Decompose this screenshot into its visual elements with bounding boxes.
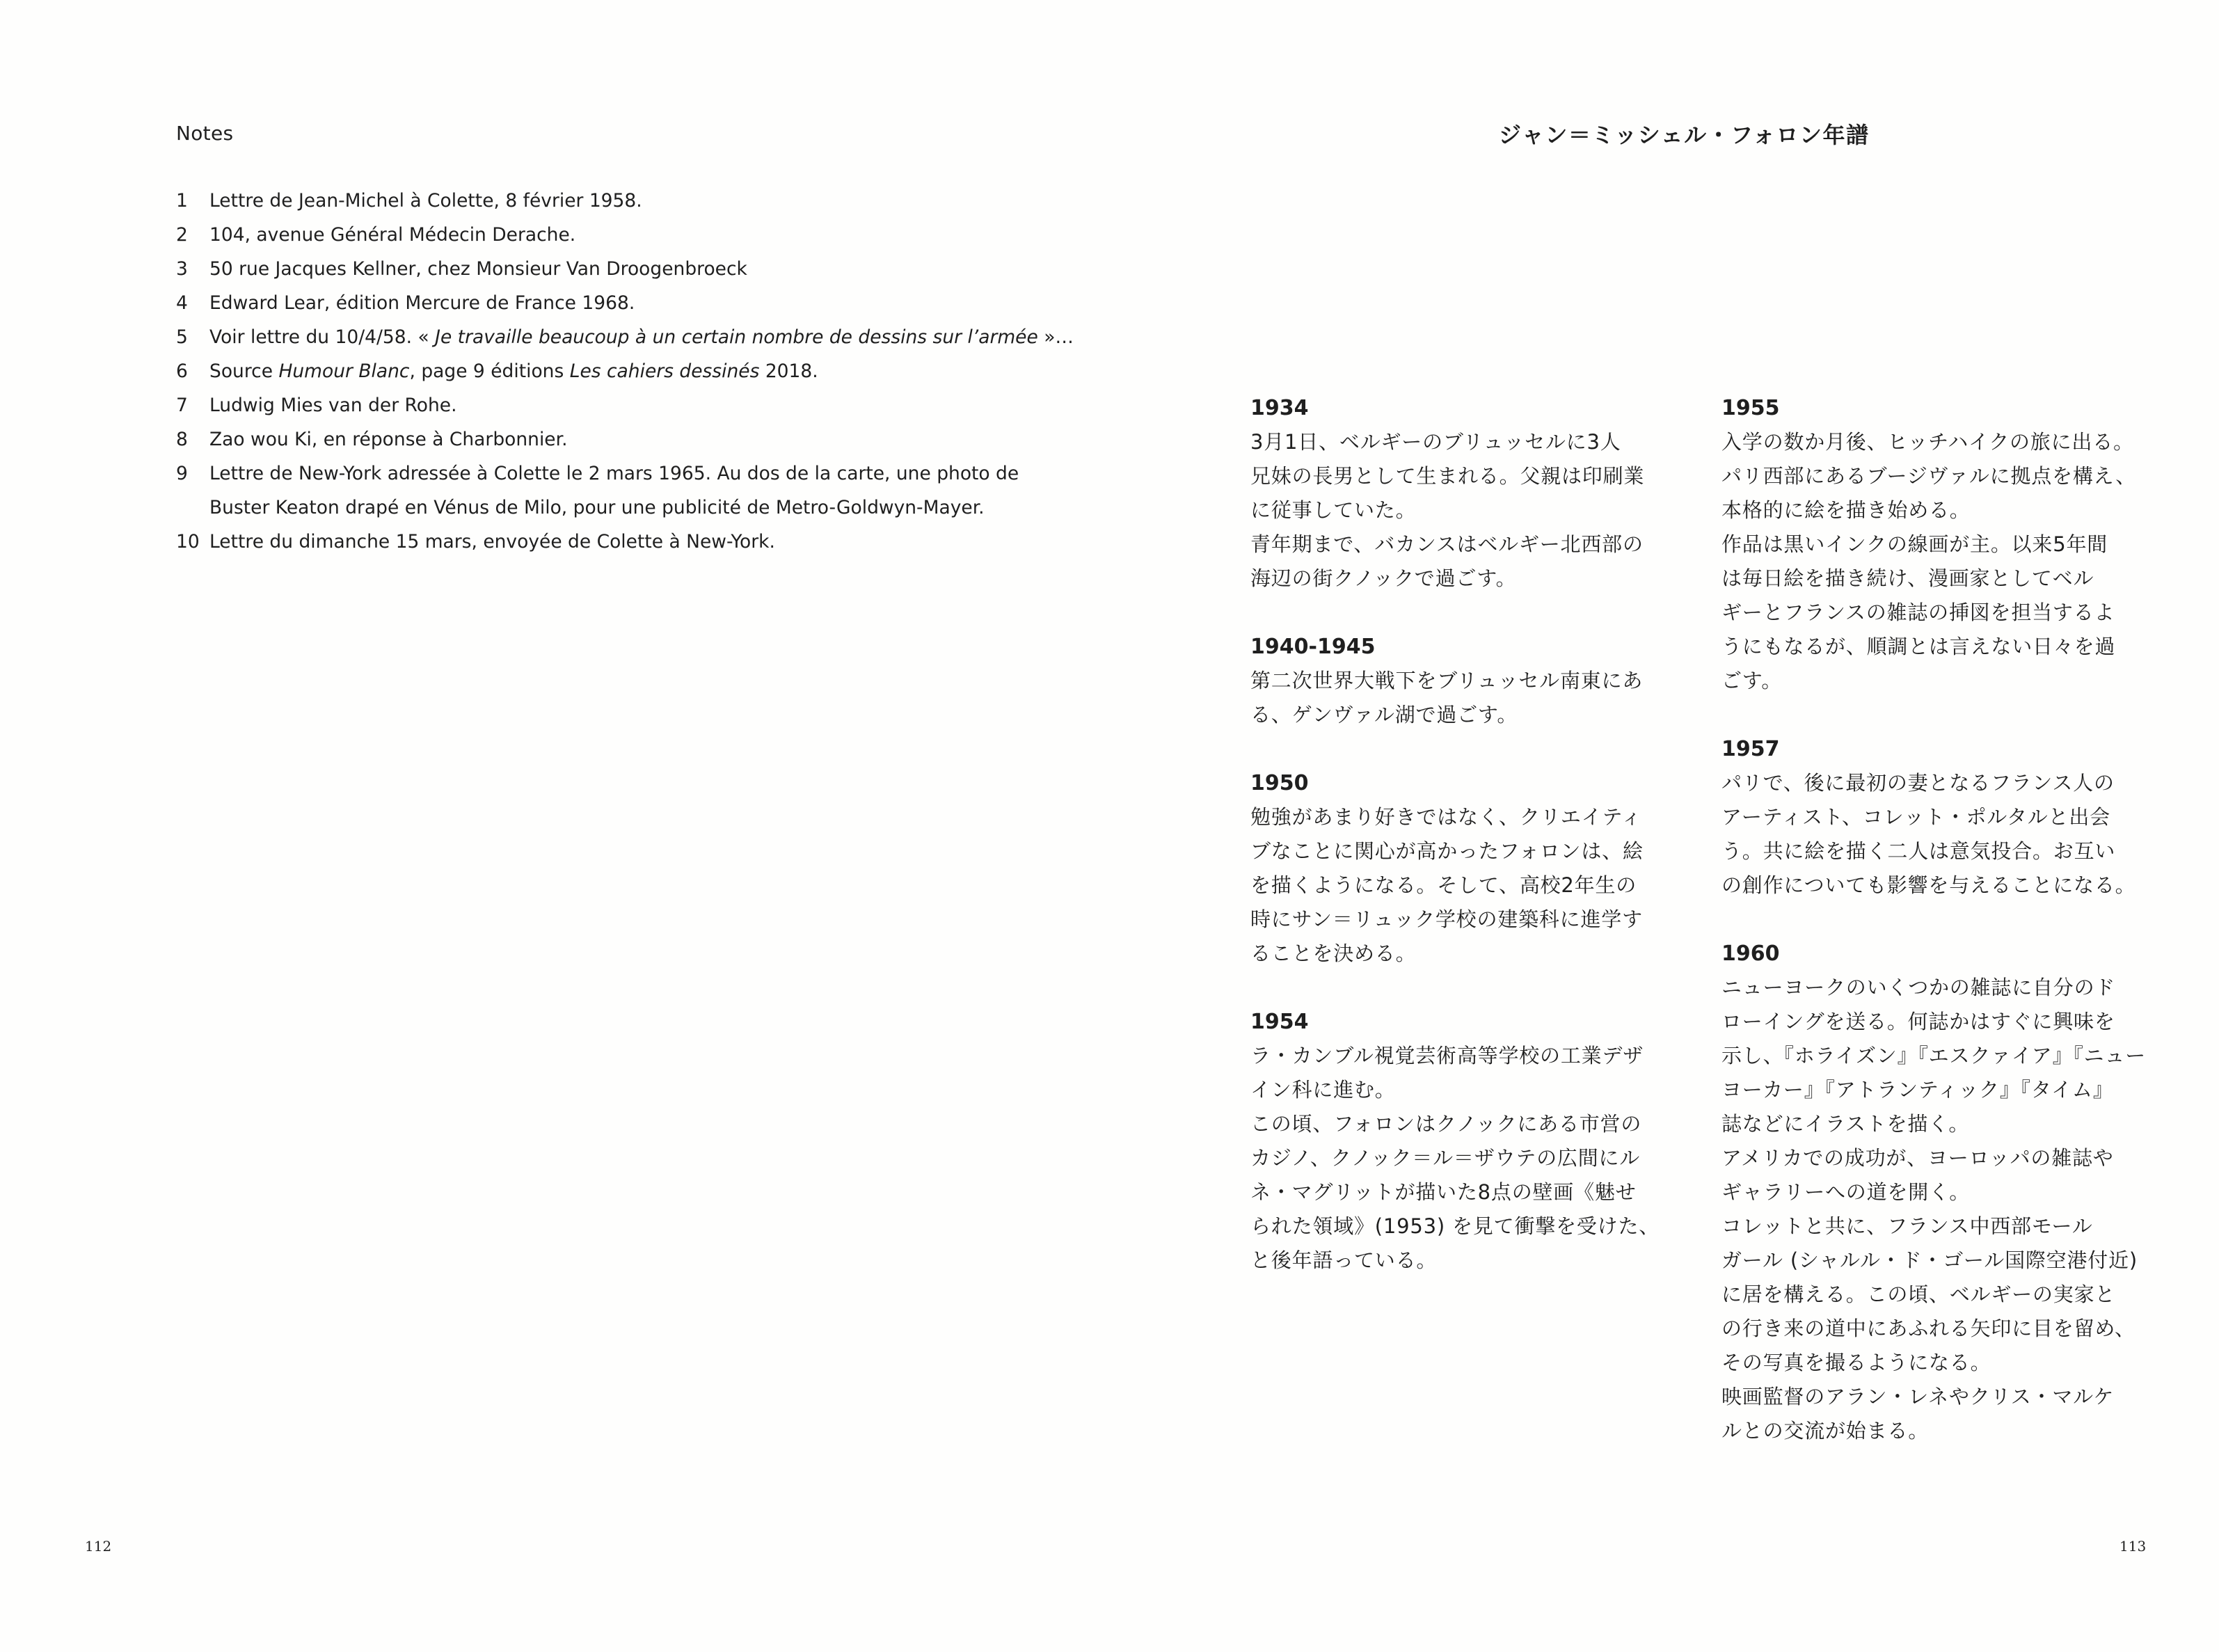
chronology-entry [1250,391,1696,596]
entry-year: 1954 [1250,1010,1309,1034]
entry-paragraph [1721,1141,2167,1209]
entry-line: アーティスト、コレット・ポルタルと出会 [1721,805,2110,829]
entry-line: ることを決める。 [1250,942,1417,965]
note-text-part: Voir lettre du 10/4/58. « [209,326,436,348]
chronology-entry [1250,1005,1696,1278]
note-text [209,218,1081,252]
entry-line: 映画監督のアラン・レネやクリス・マルケ [1721,1385,2115,1408]
entry-paragraph [1250,1107,1696,1278]
entry-line: ラ・カンブル視覚芸術高等学校の工業デザ [1250,1044,1644,1067]
note-item [176,388,1081,422]
page-number-right: 113 [2119,1538,2147,1555]
entry-line: 第二次世界大戦下をブリュッセル南東にあ [1250,669,1644,692]
entry-line: コレットと共に、フランス中西部モール [1721,1214,2093,1238]
entry-line: カジノ、クノック＝ル＝ザウテの広間にル [1250,1146,1641,1170]
note-item [176,456,1081,525]
entry-line: うにもなるが、順調とは言えない日々を過 [1721,635,2116,658]
note-number: 1 [176,190,188,212]
note-item [176,218,1081,252]
entry-year: 1957 [1721,737,1780,761]
note-text [209,388,1081,422]
entry-line: う。共に絵を描く二人は意気投合。お互い [1721,839,2116,863]
note-item [176,184,1081,218]
entry-line: パリで、後に最初の妻となるフランス人の [1721,771,2115,795]
entry-line: 3月1日、ベルギーのブリュッセルに3人 [1250,430,1621,454]
entry-line: ごす。 [1721,669,1783,692]
entry-paragraph [1250,800,1696,971]
chronology-entry [1721,391,2167,698]
entry-year: 1955 [1721,396,1780,420]
chronology-entry [1250,630,1696,732]
entry-line: ネ・マグリットが描いた8点の壁画《魅せ [1250,1180,1637,1204]
note-item [176,286,1081,320]
entry-line: ニューヨークのいくつかの雑誌に自分のド [1721,976,2116,999]
note-item [176,422,1081,456]
note-number: 9 [176,463,188,484]
entry-year: 1940-1945 [1250,635,1376,659]
entry-line: 海辺の街クノックで過ごす。 [1250,566,1517,590]
note-text [209,320,1081,354]
entry-line: ローイングを送る。何誌かはすぐに興味を [1721,1010,2115,1033]
chronology-title: ジャン＝ミッシェル・フォロン年譜 [1499,122,1870,148]
entry-paragraph [1721,766,2167,903]
entry-line: イン科に進む。 [1250,1078,1396,1102]
note-number: 2 [176,224,188,246]
note-text-part: Edward Lear, édition Mercure de France 1968. [209,292,635,314]
entry-line: ブなことに関心が高かったフォロンは、絵 [1250,839,1644,863]
note-text [209,422,1081,456]
note-text [209,525,1081,559]
notes-list [176,184,1081,559]
entry-line: る、ゲンヴァル湖で過ごす。 [1250,703,1518,726]
entry-year: 1960 [1721,942,1780,966]
chronology-column-right [1721,391,2167,1482]
entry-line: 示し、『ホライズン』『エスクァイア』『ニュー [1721,1044,2147,1067]
note-number: 10 [176,531,200,553]
note-text-part: Lettre du dimanche 15 mars, envoyée de Colette à New-York. [209,531,775,553]
note-text [209,286,1081,320]
entry-line: は毎日絵を描き続け、漫画家としてベル [1721,566,2094,590]
entry-year: 1934 [1250,396,1309,420]
entry-line: その写真を撮るようになる。 [1721,1351,1991,1374]
entry-line: と後年語っている。 [1250,1248,1438,1272]
note-italic-title: Les cahiers dessinés [569,360,760,382]
chronology-entry [1721,732,2167,903]
entry-paragraph [1721,971,2167,1141]
entry-paragraph [1250,664,1696,732]
note-text-part: Lettre de New-York adressée à Colette le 2 mars 1965. Au dos de la carte, une photo de Buster Keaton drapé en Vénus de Milo, pour une publicité de Metro-Goldwyn-Mayer. [209,463,1019,518]
entry-paragraph [1250,425,1696,527]
entry-line: ギャラリーへの道を開く。 [1721,1180,1971,1204]
note-text-part: , page 9 éditions [409,360,570,382]
note-item [176,252,1081,286]
note-italic-title: Humour Blanc [278,360,410,382]
entry-paragraph [1250,527,1696,596]
entry-paragraph [1250,1039,1696,1107]
note-item [176,320,1081,354]
note-text-part: »… [1037,326,1074,348]
entry-line: を描くようになる。そして、高校2年生の [1250,873,1637,897]
entry-paragraph [1721,1209,2167,1380]
note-text-part: 104, avenue Général Médecin Derache. [209,224,576,246]
note-text-part: 50 rue Jacques Kellner, chez Monsieur Van Droogenbroeck [209,258,747,280]
note-item [176,525,1081,559]
note-italic-title: Je travaille beaucoup à un certain nombre de dessins sur l’armée [435,326,1038,348]
entry-paragraph [1721,1380,2167,1448]
entry-line: 勉強があまり好きではなく、クリエイティ [1250,805,1642,829]
note-number: 6 [176,360,188,382]
note-number: 4 [176,292,188,314]
chronology-entry [1250,766,1696,971]
note-text [209,252,1081,286]
entry-line: ヨーカー』『アトランティック』『タイム』 [1721,1078,2114,1102]
entry-line: の行き来の道中にあふれる矢印に目を留め、 [1721,1317,2136,1340]
note-text-part: Zao wou Ki, en réponse à Charbonnier. [209,429,568,450]
entry-line: パリ西部にあるブージヴァルに拠点を構え、 [1721,464,2137,488]
page-number-left: 112 [85,1538,112,1555]
entry-line: に居を構える。この頃、ベルギーの実家と [1721,1282,2116,1306]
note-text-part: 2018. [759,360,818,382]
note-text [209,456,1081,525]
note-number: 5 [176,326,188,348]
note-text-part: Source [209,360,279,382]
entry-line: 兄妹の長男として生まれる。父親は印刷業 [1250,464,1645,488]
entry-paragraph [1721,425,2167,527]
entry-line: アメリカでの成功が、ヨーロッパの雑誌や [1721,1146,2114,1170]
entry-line: 誌などにイラストを描く。 [1721,1112,1970,1136]
entry-paragraph [1721,527,2167,698]
entry-year: 1950 [1250,771,1309,795]
note-number: 3 [176,258,188,280]
entry-line: の創作についても影響を与えることになる。 [1721,873,2136,897]
chronology-column-left [1250,391,1696,1312]
entry-line: ガール (シャルル・ド・ゴール国際空港付近) [1721,1248,2138,1272]
note-number: 8 [176,429,188,450]
note-text-part: Ludwig Mies van der Rohe. [209,395,457,416]
entry-line: に従事していた。 [1250,498,1417,522]
note-text-part: Lettre de Jean-Michel à Colette, 8 février 1958. [209,190,642,212]
entry-line: られた領域》(1953) を見て衝撃を受けた、 [1250,1214,1660,1238]
entry-line: 青年期まで、バカンスはベルギー北西部の [1250,532,1644,556]
note-number: 7 [176,395,188,416]
entry-line: ルとの交流が始まる。 [1721,1419,1930,1443]
note-text [209,184,1081,218]
entry-line: この頃、フォロンはクノックにある市営の [1250,1112,1642,1136]
note-text [209,354,1081,388]
chronology-entry [1721,937,2167,1448]
entry-line: ギーとフランスの雑誌の挿図を担当するよ [1721,601,2115,624]
note-item [176,354,1081,388]
entry-line: 作品は黒いインクの線画が主。以来5年間 [1721,532,2108,556]
entry-line: 入学の数か月後、ヒッチハイクの旅に出る。 [1721,430,2134,454]
entry-line: 時にサン＝リュック学校の建築科に進学す [1250,907,1643,931]
notes-heading: Notes [176,122,234,145]
entry-line: 本格的に絵を描き始める。 [1721,498,1971,522]
